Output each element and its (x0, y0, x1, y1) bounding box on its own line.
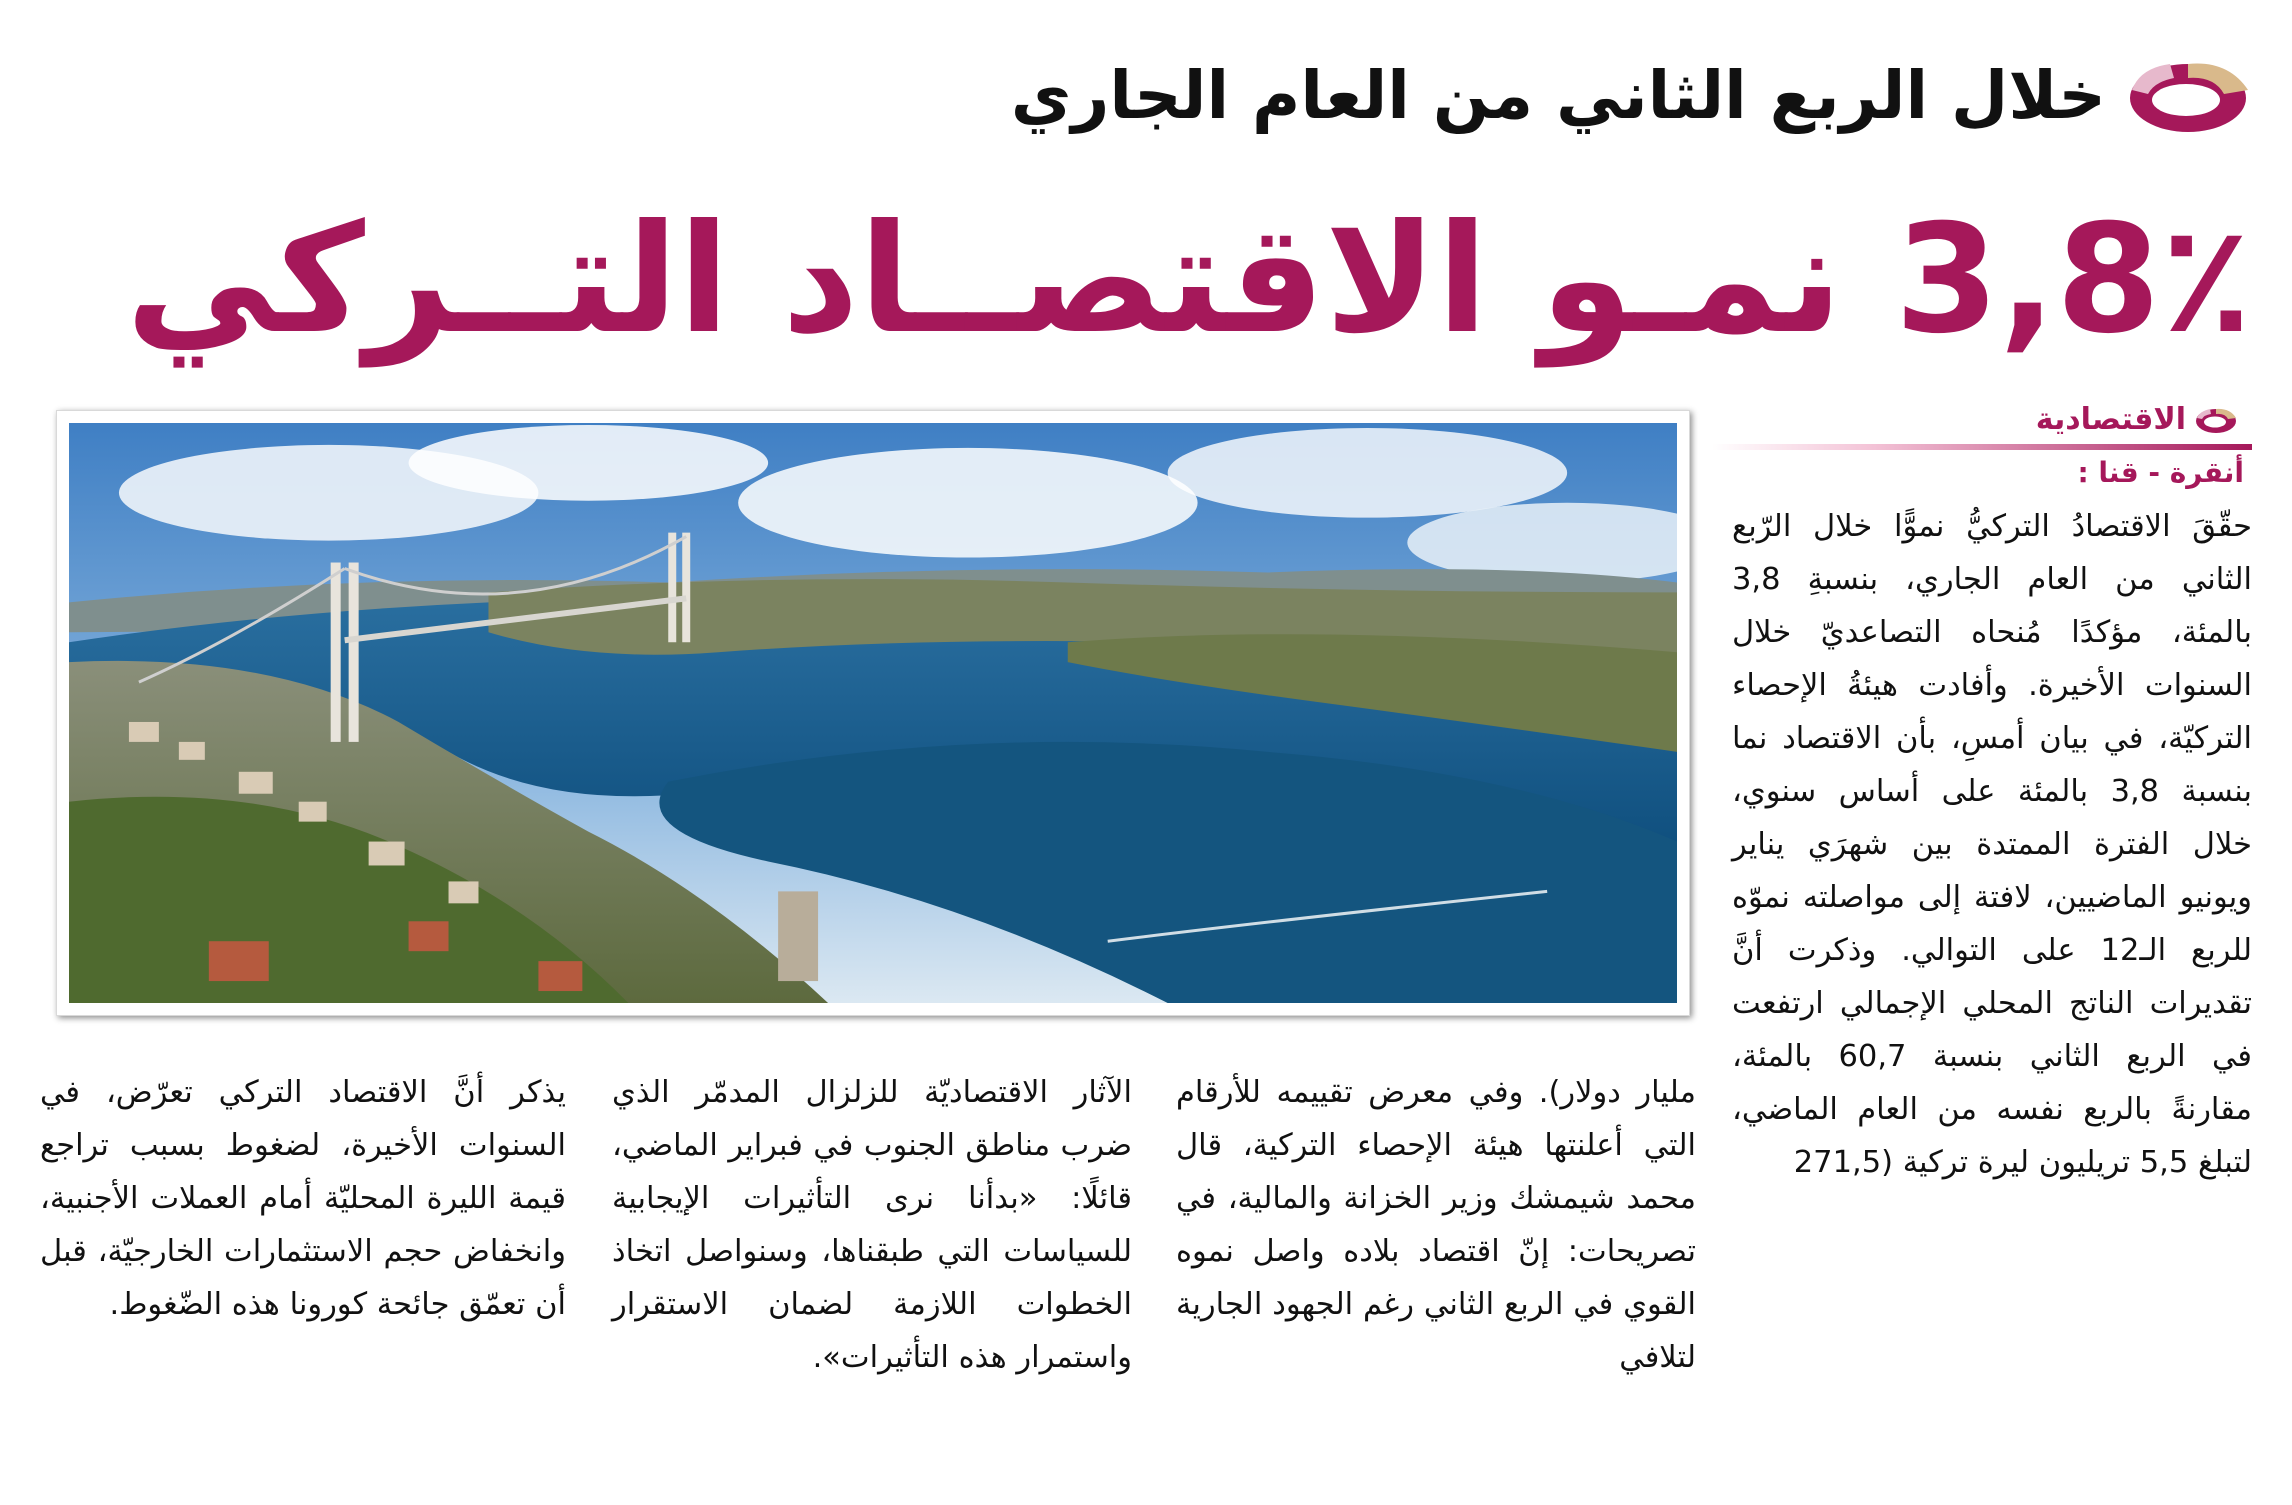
section-rule (1712, 444, 2252, 450)
article-text: مليار دولار). وفي معرض تقييمه للأرقام التي أعلنتها هيئة الإحصاء التركية، قال محمد شيمشك وزير الخزانة والمالية، في تصريحات: إنّ اقتصاد بلاده واصل نموه القوي في الربع الثاني رغم الجهود الجارية لتلافي (1176, 1075, 1696, 1375)
article-column-3 (612, 1066, 1132, 1384)
bosphorus-bridge-photo (69, 423, 1677, 1003)
article-column-1 (1732, 500, 2252, 1189)
kicker-text: خلال الربع الثاني من العام الجاري (1010, 56, 2106, 134)
article-text: يذكر أنَّ الاقتصاد التركي تعرّض، في السنوات الأخيرة، لضغوط بسبب تراجع قيمة الليرة المحليّة أمام العملات الأجنبية، وانخفاض حجم الاستثمارات الخارجيّة، قبل أن تعمّق جائحة كورونا هذه الضّغوط. (40, 1075, 566, 1322)
dateline: أنقرة - قنا : (2077, 456, 2244, 489)
newspaper-logo-icon (2124, 50, 2252, 140)
section-label: الاقتصادية (2035, 402, 2186, 437)
section-tag (2036, 402, 2238, 437)
article-text: الآثار الاقتصاديّة للزلزال المدمّر الذي ضرب مناطق الجنوب في فبراير الماضي، قائلًا: «بدأنا نرى التأثيرات الإيجابية للسياسات التي طبقناها، وسنواصل اتخاذ الخطوات اللازمة لضمان الاستقرار واستمرار هذه التأثيرات». (612, 1075, 1132, 1375)
photo-frame (56, 410, 1690, 1016)
section-logo-icon (2194, 404, 2238, 436)
headline: 3,8٪ نمـو الاقتصــاد التــركي (125, 193, 2252, 367)
kicker-row (40, 40, 2252, 150)
article-column-2 (1176, 1066, 1696, 1384)
article-column-4 (40, 1066, 566, 1331)
article-text: حقّقَ الاقتصادُ التركيُّ نموًّا خلال الرّبع الثاني من العام الجاري، بنسبةِ 3,8 بالمئة، مؤكدًا مُنحاه التصاعديّ خلال السنوات الأخيرة. وأفادت هيئةُ الإحصاء التركيّة، في بيان أمسِ، بأن الاقتصاد نما بنسبة 3,8 بالمئة على أساس سنوي، خلال الفترة الممتدة بين شهرَي يناير ويونيو الماضيين، لافتة إلى مواصلته نموّه للربع الـ12 على التوالي. وذكرت أنَّ تقديرات الناتج المحلي الإجمالي ارتفعت في الربع الثاني بنسبة 60,7 بالمئة، مقارنةً بالربع نفسه من العام الماضي، لتبلغ 5,5 تريليون ليرة تركية (271,5 (1732, 509, 2252, 1180)
